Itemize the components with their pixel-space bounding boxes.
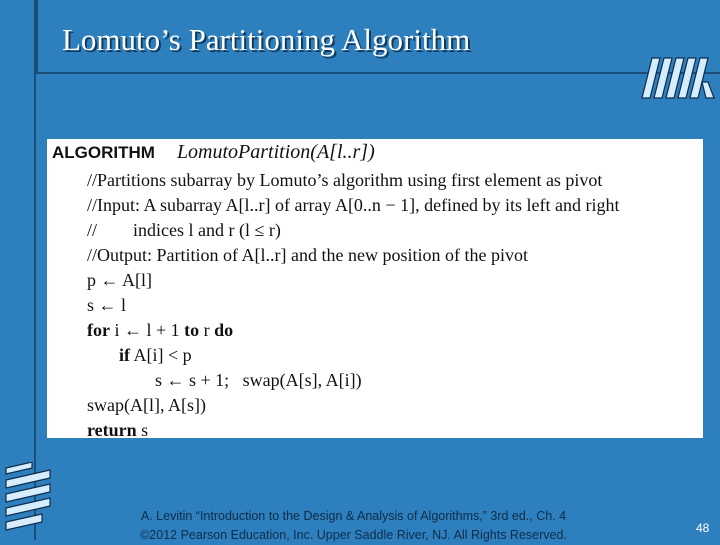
then-statement-line: s ← s + 1; swap(A[s], A[i]): [155, 370, 362, 390]
algorithm-keyword: ALGORITHM: [52, 143, 155, 162]
comment-line-1: //Partitions subarray by Lomuto’s algorithm using first element as pivot: [87, 170, 603, 190]
left-frame-bar: [0, 0, 36, 540]
decorative-logo-side-icon: [2, 462, 54, 532]
final-swap-line: swap(A[l], A[s]): [87, 395, 206, 415]
page-number: 48: [696, 521, 710, 535]
to-keyword: to: [184, 320, 200, 340]
slide-footer: [106, 507, 601, 545]
for-loop-line: [87, 320, 233, 341]
pivot-assignment-line: p ← A[l]: [87, 270, 152, 290]
algorithm-header: [52, 141, 375, 164]
slide-title: Lomuto’s Partitioning Algorithm: [62, 22, 471, 57]
if-condition: A[i] < p: [133, 345, 192, 365]
comment-line-3: // indices l and r (l ≤ r): [87, 220, 281, 240]
return-keyword: return: [87, 420, 137, 440]
decorative-logo-icon: [640, 52, 716, 102]
return-value: s: [141, 420, 149, 440]
algorithm-signature: LomutoPartition(A[l..r]): [176, 141, 375, 163]
s-assignment-line: s ← l: [87, 295, 127, 315]
to-expression: r: [203, 320, 210, 340]
comment-line-2: //Input: A subarray A[l..r] of array A[0..n − 1], defined by its left and right: [87, 195, 620, 215]
footer-citation: A. Levitin “Introduction to the Design & Analysis of Algorithms,” 3rd ed., Ch. 4: [140, 509, 567, 523]
for-expression: i ← l + 1: [114, 320, 180, 340]
do-keyword: do: [214, 320, 234, 340]
footer-copyright: ©2012 Pearson Education, Inc. Upper Saddle River, NJ. All Rights Reserved.: [140, 528, 567, 542]
comment-line-4: //Output: Partition of A[l..r] and the new position of the pivot: [87, 245, 528, 265]
if-keyword: if: [119, 345, 130, 365]
for-keyword: for: [87, 320, 110, 340]
return-line: [87, 420, 148, 441]
if-line: [119, 345, 192, 366]
algorithm-code-box: [47, 139, 703, 438]
